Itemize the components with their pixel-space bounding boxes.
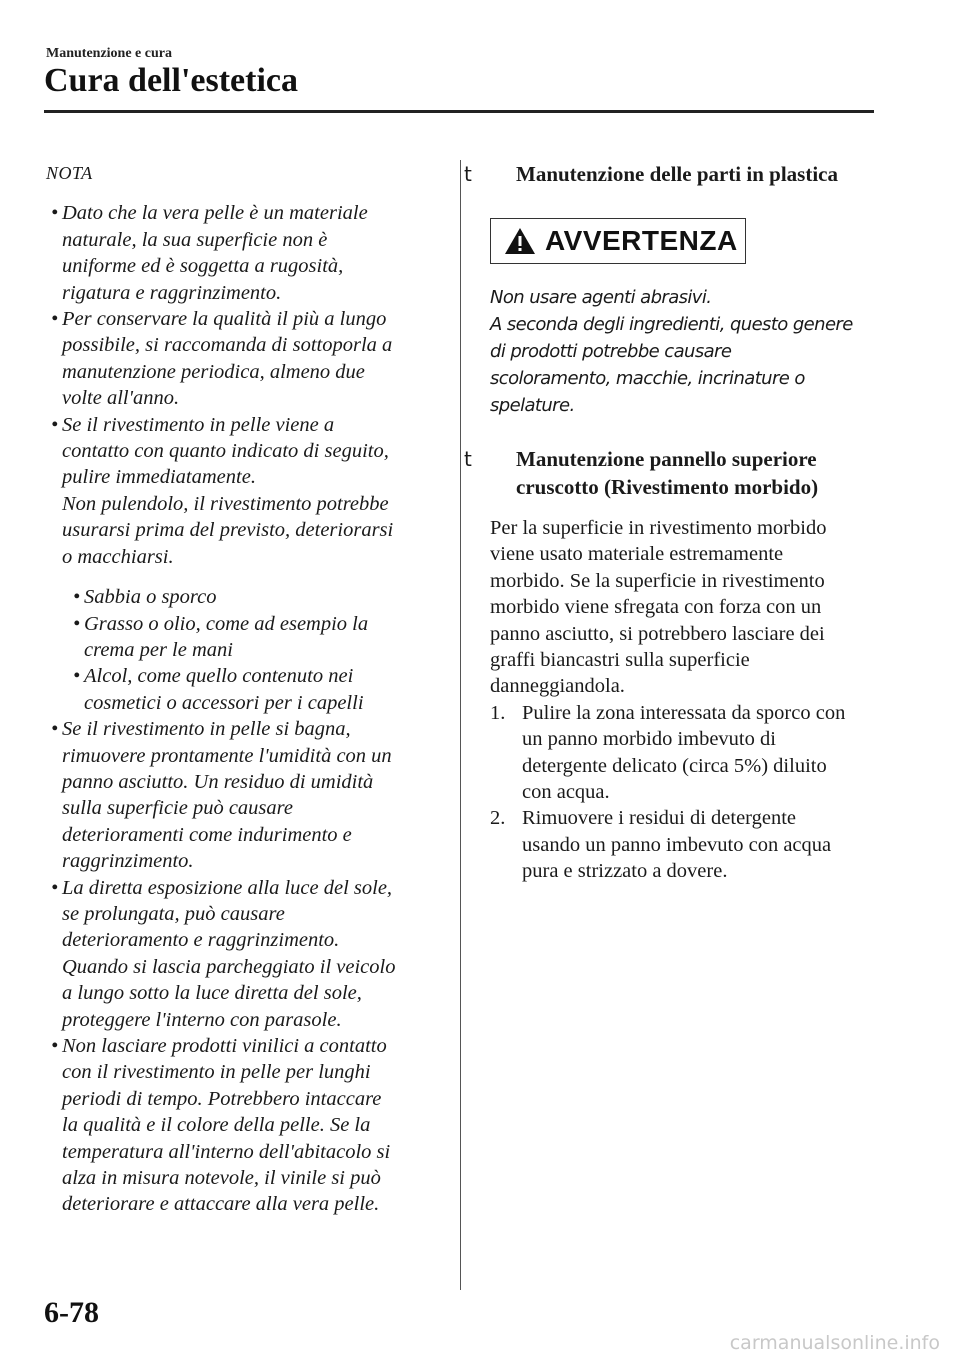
warning-triangle-icon	[503, 226, 537, 256]
left-column	[46, 160, 446, 1218]
bullet-item: • Non lasciare prodotti vinilici a contatto con il rivestimento in pelle per lunghi periodi di tempo. Potrebbero intaccare la qualità e il colore della pelle. Se la temperatura all'interno dell'abitacolo si alza in misura notevole, il vinile si può deteriorare e attaccare alla vera pelle.	[51, 1035, 391, 1216]
bullet-icon: •	[51, 876, 59, 899]
bullet-item: • Dato che la vera pelle è un materiale naturale, la sua superficie non è uniforme ed è soggetta a rugosità, rigatura e raggrinzimento.	[51, 202, 368, 304]
warning-text: Non usare agenti abrasivi. A seconda degli ingredienti, questo genere di prodotti potrebbe causare scoloramento, macchie, incrinature o spelature.	[490, 287, 853, 416]
right-column	[464, 160, 880, 885]
title-rule	[44, 110, 874, 113]
section-marker-icon: t	[464, 162, 472, 186]
bullet-icon: •	[51, 718, 59, 741]
bullet-item: • La diretta esposizione alla luce del sole, se prolungata, può causare deterioramento e raggrinzimento. Quando si lascia parcheggiato il veicolo a lungo sotto la luce diretta del sole, proteggere l'interno con parasole.	[51, 876, 396, 1031]
bullet-icon: •	[51, 1035, 59, 1057]
bullet-icon: •	[73, 586, 81, 609]
step-item: 2. Rimuovere i residui di detergente usando un panno imbevuto con acqua pura e strizzato a dovere.	[490, 807, 832, 883]
sub-bullet-item: • Grasso o olio, come ad esempio la crema per le mani	[73, 612, 369, 661]
bullet-icon: •	[51, 308, 59, 331]
page-number: 6-78	[44, 1296, 99, 1329]
section-marker-icon: t	[464, 447, 472, 471]
step-number: 1.	[490, 701, 506, 724]
warning-box	[490, 218, 746, 264]
sub-bullet-item: • Alcol, come quello contenuto nei cosmetici o accessori per i capelli	[73, 665, 364, 714]
step-number: 2.	[490, 807, 506, 830]
bullet-item: • Se il rivestimento in pelle viene a contatto con quanto indicato di seguito, pulire immediatamente. Non pulendolo, il rivestimento potrebbe usurarsi prima del previsto, deteriorarsi o macchiarsi.	[51, 413, 394, 568]
bullet-icon: •	[51, 413, 59, 436]
section-heading-dashboard: t Manutenzione pannello superiore cruscotto (Rivestimento morbido)	[464, 447, 819, 499]
bullet-item: • Per conservare la qualità il più a lungo possibile, si raccomanda di sottoporla a manutenzione periodica, almeno due volte all'anno.	[51, 308, 393, 410]
section-label: Manutenzione e cura	[46, 46, 172, 61]
bullet-item: • Se il rivestimento in pelle si bagna, rimuovere prontamente l'umidità con un panno asciutto. Un residuo di umidità sulla superficie può causare deterioramenti come indurimento e raggrinzimento.	[51, 718, 392, 873]
bullet-icon: •	[73, 612, 81, 635]
watermark: carmanualsonline.info	[729, 1332, 940, 1354]
section-heading-plastic: t Manutenzione delle parti in plastica	[464, 162, 838, 186]
page-title: Cura dell'estetica	[44, 62, 298, 99]
body-paragraph: Per la superficie in rivestimento morbido viene usato materiale estremamente morbido. Se la superficie in rivestimento morbido viene sfregata con forza con un panno asciutto, si potrebbero lasciare dei graffi biancastri sulla superficie danneggiandola.	[490, 517, 827, 698]
step-item: 1. Pulire la zona interessata da sporco con un panno morbido imbevuto di detergente delicato (circa 5%) diluito con acqua.	[490, 701, 846, 804]
bullet-icon: •	[51, 202, 59, 225]
warning-label: AVVERTENZA	[545, 224, 738, 256]
column-divider	[460, 160, 461, 1290]
nota-label: NOTA	[46, 163, 93, 183]
bullet-icon: •	[73, 665, 81, 688]
sub-bullet-item: • Sabbia o sporco	[46, 584, 446, 610]
